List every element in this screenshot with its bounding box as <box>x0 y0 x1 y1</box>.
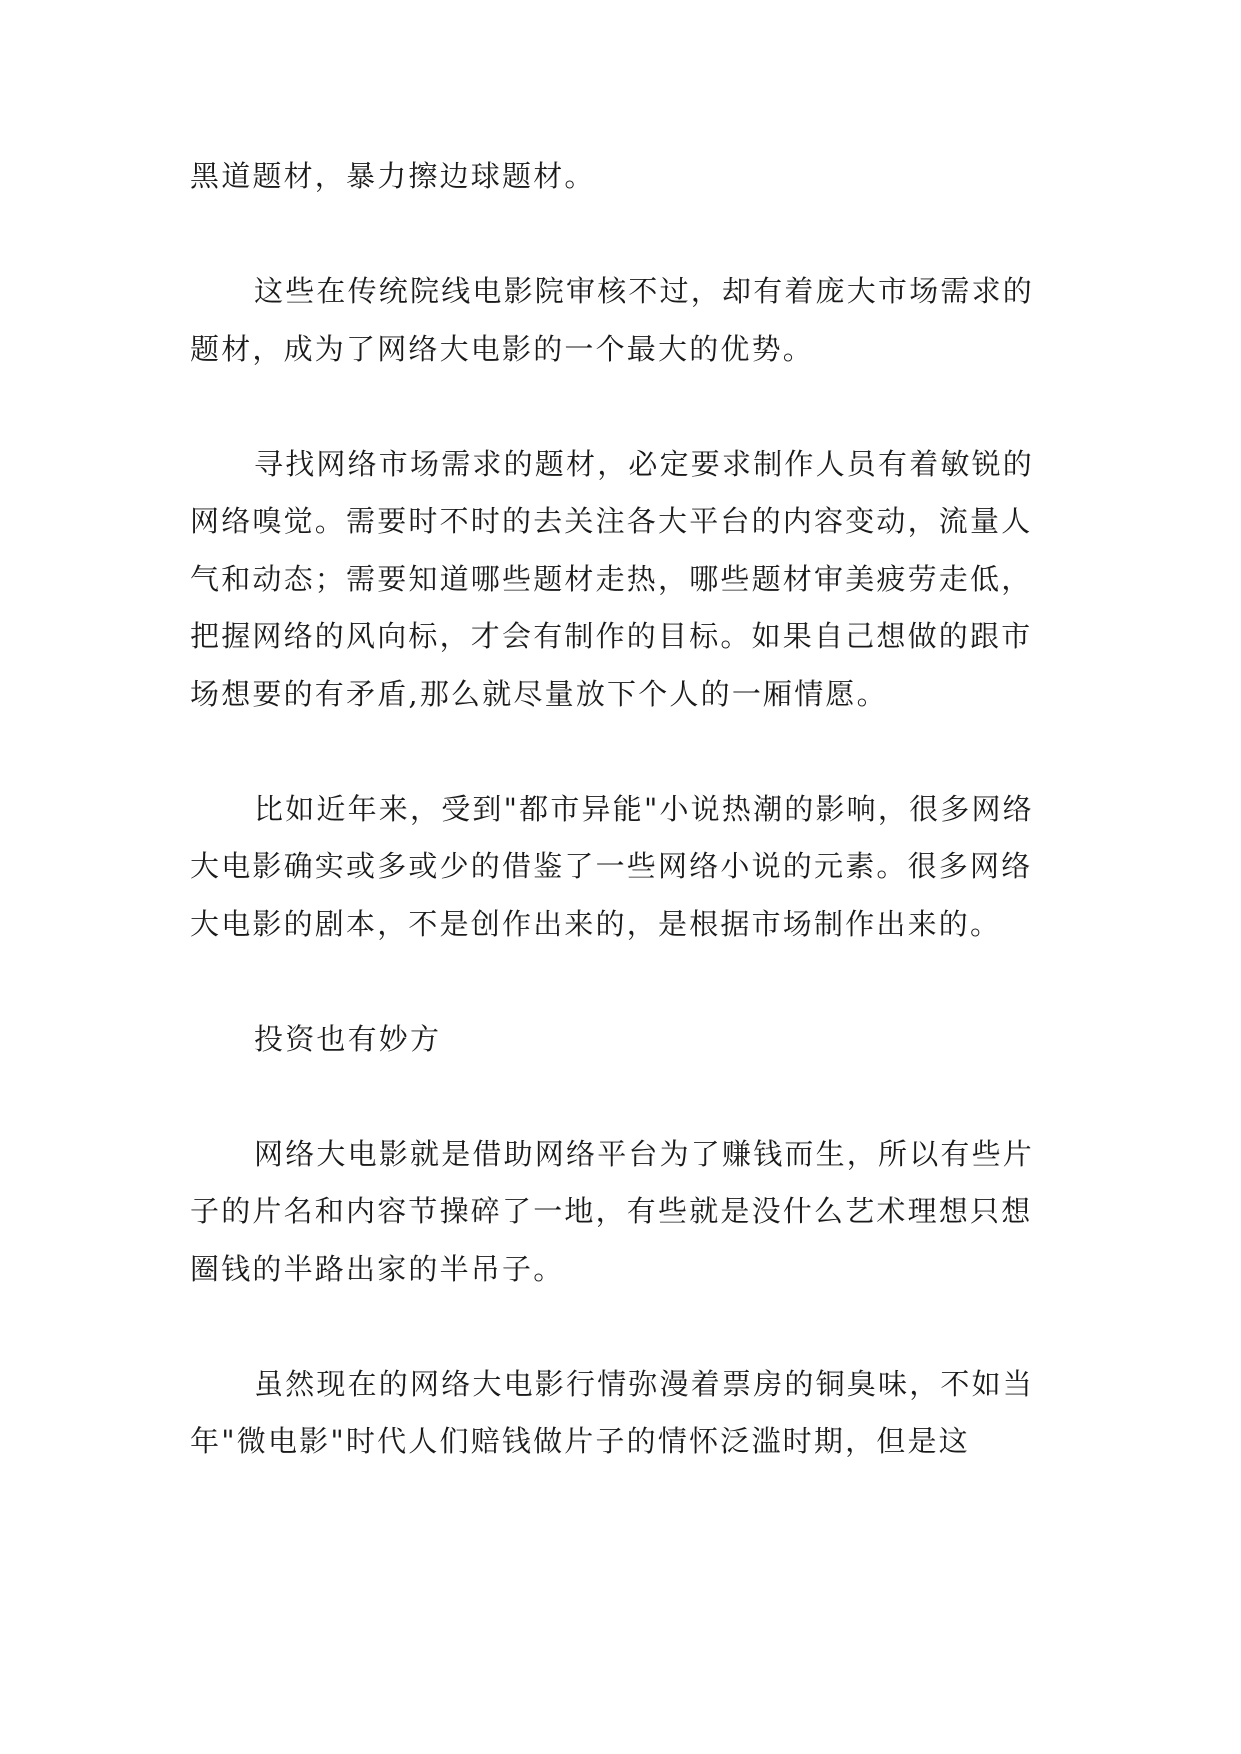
paragraph-6: 虽然现在的网络大电影行情弥漫着票房的铜臭味，不如当年"微电影"时代人们赔钱做片子的情怀泛滥时期，但是这 <box>190 1366 1035 1458</box>
paragraph-4: 比如近年来，受到"都市异能"小说热潮的影响，很多网络大电影确实或多或少的借鉴了一些网络小说的元素。很多网络大电影的剧本，不是创作出来的，是根据市场制作出来的。 <box>190 791 1034 941</box>
paragraph-3: 寻找网络市场需求的题材，必定要求制作人员有着敏锐的网络嗅觉。需要时不时的去关注各大平台的内容变动，流量人气和动态；需要知道哪些题材走热，哪些题材审美疲劳走低，把握网络的风向标，才会有制作的目标。如果自己想做的跟市场想要的有矛盾,那么就尽量放下个人的一厢情愿。 <box>190 446 1035 711</box>
document-page <box>190 148 1050 1528</box>
paragraph-5: 网络大电影就是借助网络平台为了赚钱而生，所以有些片子的片名和内容节操碎了一地，有些就是没什么艺术理想只想圈钱的半路出家的半吊子。 <box>190 1136 1035 1286</box>
paragraph-1: 黑道题材，暴力擦边球题材。 <box>190 159 596 193</box>
section-heading: 投资也有妙方 <box>254 1021 442 1056</box>
paragraph-2: 这些在传统院线电影院审核不过，却有着庞大市场需求的题材，成为了网络大电影的一个最大的优势。 <box>190 274 1035 366</box>
